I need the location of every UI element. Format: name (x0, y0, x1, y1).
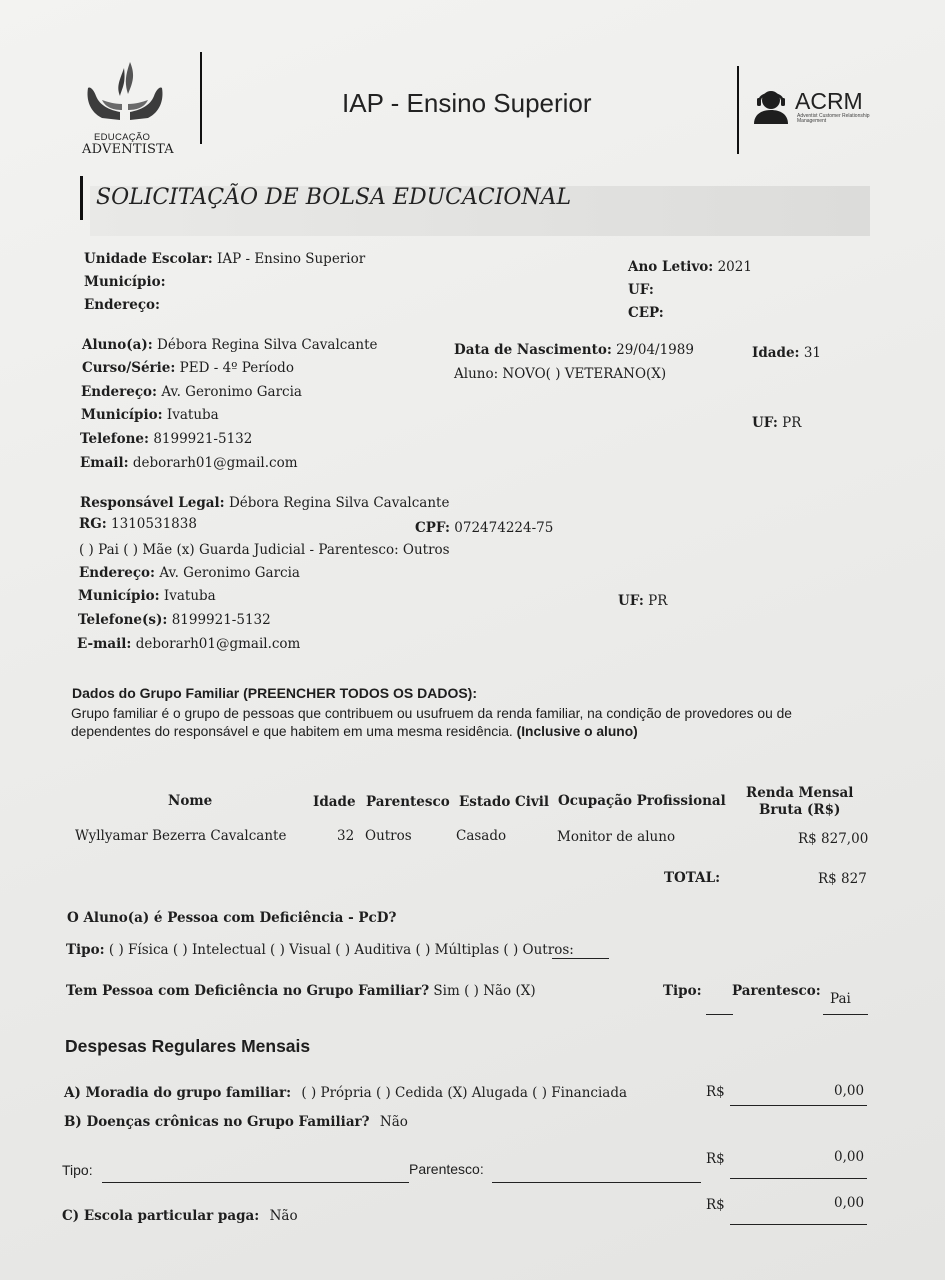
pcd-parentesco-label: Parentesco: (732, 983, 821, 999)
resp-uf-field (618, 593, 667, 609)
aluno-endereco-field (81, 384, 302, 400)
expense-a-currency: R$ (706, 1084, 725, 1100)
responsavel-field (80, 495, 449, 511)
header-title: IAP - Ensino Superior (342, 88, 592, 118)
expense-c-value: 0,00 (834, 1195, 865, 1211)
expense-a-options: ( ) Própria ( ) Cedida (X) Alugada ( ) Financiada (301, 1085, 628, 1101)
responsavel-value: Débora Regina Silva Cavalcante (228, 495, 450, 511)
data-nascimento-field (454, 342, 694, 358)
expense-b-value: 0,00 (834, 1149, 865, 1165)
aluno-municipio-label: Município: (81, 407, 163, 423)
resp-municipio-field (78, 588, 216, 604)
rg-label: RG: (79, 516, 107, 532)
row-nome: Wyllyamar Bezerra Cavalcante (75, 828, 287, 844)
aluno-email-field (80, 455, 298, 471)
resp-uf-label: UF: (618, 593, 644, 609)
aluno-endereco-value: Av. Geronimo Garcia (161, 384, 302, 400)
row-idade: 32 (337, 828, 355, 844)
aluno-municipio-value: Ivatuba (166, 407, 219, 423)
school-uf-label: UF: (628, 282, 654, 298)
family-heading: Dados do Grupo Familiar (PREENCHER TODOS OS DADOS): (72, 685, 478, 701)
col-header-idade: Idade (313, 794, 356, 810)
unidade-escolar-field (84, 251, 365, 267)
col-header-ocupacao: Ocupação Profissional (558, 793, 726, 809)
resp-uf-value: PR (648, 593, 668, 609)
resp-endereco-label: Endereço: (79, 565, 156, 581)
col-header-renda-line2: Bruta (R$) (759, 802, 841, 818)
headset-user-icon (752, 88, 790, 126)
resp-endereco-field (79, 565, 300, 581)
idade-value: 31 (803, 345, 821, 361)
expense-b-underline (730, 1178, 867, 1179)
aluno-uf-label: UF: (752, 415, 778, 431)
total-value: R$ 827 (818, 871, 867, 887)
expense-b-currency: R$ (706, 1151, 725, 1167)
family-desc-line2 (71, 724, 638, 739)
pcd-tipo-line (66, 942, 574, 958)
ano-letivo-value: 2021 (717, 259, 752, 275)
rg-field (79, 516, 197, 532)
unidade-escolar-value: IAP - Ensino Superior (217, 251, 366, 267)
hands-flame-icon (80, 60, 170, 132)
expense-a-label: A) Moradia do grupo familiar: (64, 1085, 292, 1101)
ano-letivo-label: Ano Letivo: (628, 259, 714, 275)
expense-a-underline (730, 1105, 867, 1106)
expense-a-line (64, 1085, 627, 1101)
pcd-tipo2-blank (706, 1014, 733, 1015)
resp-telefone-field (78, 612, 271, 628)
school-endereco-label: Endereço: (84, 297, 161, 313)
aluno-value: Débora Regina Silva Cavalcante (157, 337, 378, 353)
family-desc-text: dependentes do responsável e que habitem em uma mesma residência. (71, 724, 513, 739)
resp-telefone-label: Telefone(s): (78, 612, 168, 628)
aluno-uf-value: PR (782, 415, 802, 431)
expense-b-parentesco-label: Parentesco: (409, 1161, 484, 1177)
pcd-tipo-options: ( ) Física ( ) Intelectual ( ) Visual ( ) Auditiva ( ) Múltiplas ( ) Outros: (108, 942, 574, 958)
pcd-outros-blank (552, 958, 609, 959)
aluno-telefone-label: Telefone: (80, 431, 150, 447)
resp-municipio-label: Município: (78, 588, 160, 604)
responsavel-label: Responsável Legal: (80, 495, 225, 511)
school-cep-label: CEP: (628, 305, 664, 321)
data-nascimento-value: 29/04/1989 (616, 342, 694, 358)
aluno-label: Aluno(a): (82, 337, 153, 353)
curso-field (82, 360, 294, 376)
row-ocupacao: Monitor de aluno (557, 829, 676, 845)
pcd-question: O Aluno(a) é Pessoa com Deficiência - PcD? (67, 910, 397, 926)
total-label: TOTAL: (664, 870, 721, 886)
aluno-field (82, 337, 378, 353)
col-header-nome: Nome (168, 793, 213, 809)
rg-value: 1310531838 (111, 516, 197, 532)
pcd-parentesco-blank (823, 1014, 868, 1015)
school-municipio-label: Município: (84, 274, 166, 290)
educacao-adventista-logo (80, 60, 174, 160)
pcd-familia-question: Tem Pessoa com Deficiência no Grupo Familiar? (66, 983, 430, 999)
expenses-heading: Despesas Regulares Mensais (65, 1036, 311, 1056)
idade-field (752, 345, 821, 361)
pcd-familia-line (66, 983, 536, 999)
pcd-tipo-label: Tipo: (66, 942, 105, 958)
logo-text-line1: EDUCAÇÃO (94, 132, 151, 143)
family-desc-line1: Grupo familiar é o grupo de pessoas que contribuem ou usufruem da renda familiar, na condição de provedores ou de (71, 706, 792, 721)
expense-b-tipo-blank (102, 1182, 409, 1183)
aluno-email-value: deborarh01@gmail.com (132, 455, 298, 471)
unidade-escolar-label: Unidade Escolar: (84, 251, 213, 267)
expense-b-label: B) Doenças crônicas no Grupo Familiar? (64, 1114, 370, 1130)
expense-c-currency: R$ (706, 1197, 725, 1213)
resp-municipio-value: Ivatuba (163, 588, 216, 604)
data-nascimento-label: Data de Nascimento: (454, 342, 612, 358)
family-desc-bold: (Inclusive o aluno) (516, 724, 638, 739)
expense-b-line (64, 1114, 408, 1130)
parentesco-line: ( ) Pai ( ) Mãe (x) Guarda Judicial - Parentesco: Outros (79, 542, 450, 558)
header-divider-left (200, 52, 202, 144)
aluno-endereco-label: Endereço: (81, 384, 158, 400)
row-parentesco: Outros (365, 828, 412, 844)
aluno-telefone-value: 8199921-5132 (153, 431, 253, 447)
expense-b-tipo-label: Tipo: (62, 1162, 93, 1178)
expense-c-line (62, 1208, 298, 1224)
expense-c-underline (730, 1224, 867, 1225)
pcd-familia-answer: Sim ( ) Não (X) (433, 983, 536, 999)
curso-label: Curso/Série: (82, 360, 176, 376)
aluno-telefone-field (80, 431, 252, 447)
curso-value: PED - 4º Período (179, 360, 294, 376)
ano-letivo-field (628, 259, 752, 275)
expense-a-value: 0,00 (834, 1083, 865, 1099)
aluno-municipio-field (81, 407, 219, 423)
row-estado-civil: Casado (456, 828, 507, 844)
pcd-parentesco-value: Pai (830, 991, 851, 1007)
pcd-tipo2-label: Tipo: (663, 983, 702, 999)
resp-endereco-value: Av. Geronimo Garcia (159, 565, 300, 581)
acrm-subtitle: Adventist Customer Relationship Management (797, 113, 870, 124)
aluno-uf-field (752, 415, 801, 431)
col-header-parentesco: Parentesco (366, 794, 450, 810)
expense-c-answer: Não (269, 1208, 298, 1224)
expense-b-parentesco-blank (492, 1182, 701, 1183)
resp-email-value: deborarh01@gmail.com (135, 636, 301, 652)
col-header-renda-line1: Renda Mensal (746, 785, 854, 801)
resp-email-label: E-mail: (77, 636, 132, 652)
header-divider-right (737, 66, 739, 154)
expense-b-answer: Não (379, 1114, 408, 1130)
acrm-name: ACRM (795, 88, 863, 114)
cpf-field (415, 520, 553, 536)
resp-telefone-value: 8199921-5132 (171, 612, 271, 628)
tipo-aluno: Aluno: NOVO( ) VETERANO(X) (454, 366, 667, 382)
row-renda: R$ 827,00 (798, 831, 869, 847)
cpf-label: CPF: (415, 520, 450, 536)
idade-label: Idade: (752, 345, 800, 361)
aluno-email-label: Email: (80, 455, 129, 471)
form-title: SOLICITAÇÃO DE BOLSA EDUCACIONAL (96, 185, 572, 210)
logo-text-line2: ADVENTISTA (82, 142, 174, 157)
col-header-estado-civil: Estado Civil (459, 794, 549, 810)
form-title-bar (80, 176, 83, 220)
cpf-value: 072474224-75 (454, 520, 554, 536)
expense-c-label: C) Escola particular paga: (62, 1208, 260, 1224)
resp-email-field (77, 636, 300, 652)
